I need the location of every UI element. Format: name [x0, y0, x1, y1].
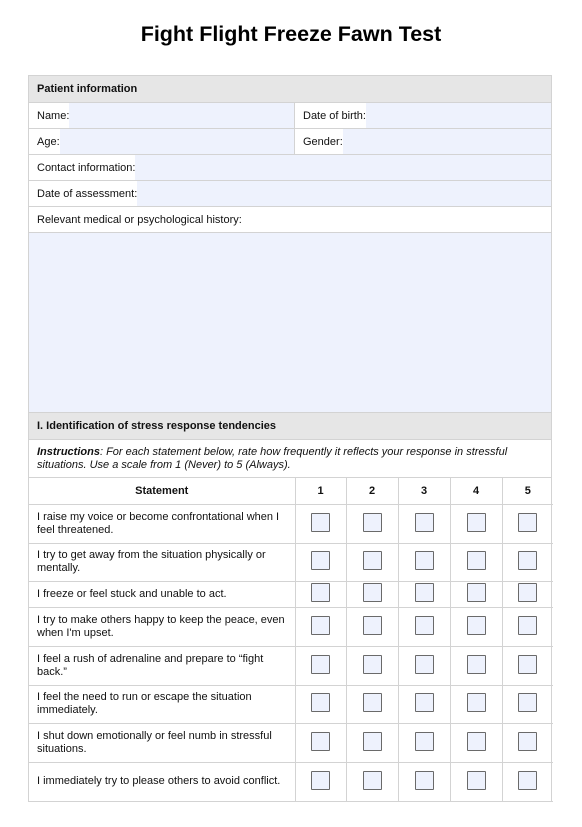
rating-cell: [295, 685, 346, 723]
rating-checkbox-2[interactable]: [363, 583, 382, 602]
instructions: [29, 440, 551, 478]
rating-cell: [398, 581, 450, 607]
assessment-date-field[interactable]: [137, 181, 551, 206]
gender-label: Gender:: [295, 129, 343, 154]
statement-text: I try to make others happy to keep the peace, even when I'm upset.: [29, 607, 295, 646]
rating-checkbox-1[interactable]: [311, 771, 330, 790]
assessment-form: [28, 75, 552, 802]
contact-field[interactable]: [135, 155, 551, 180]
rating-cell: [398, 762, 450, 801]
history-textarea[interactable]: [29, 233, 551, 413]
table-row: [29, 607, 553, 646]
statement-text: I try to get away from the situation physically or mentally.: [29, 543, 295, 581]
name-field[interactable]: [69, 103, 294, 128]
rating-cell: [346, 762, 398, 801]
rating-checkbox-4[interactable]: [467, 551, 486, 570]
rating-cell: [450, 762, 502, 801]
patient-info-heading: Patient information: [29, 76, 551, 103]
rating-cell: [502, 646, 553, 685]
rating-cell: [346, 607, 398, 646]
rating-cell: [295, 543, 346, 581]
page-title: Fight Flight Freeze Fawn Test: [140, 22, 442, 46]
rating-checkbox-5[interactable]: [518, 551, 537, 570]
history-label-row: [29, 207, 551, 233]
rating-checkbox-4[interactable]: [467, 583, 486, 602]
rating-checkbox-3[interactable]: [415, 655, 434, 674]
rating-cell: [450, 504, 502, 543]
age-label: Age:: [29, 129, 60, 154]
rating-checkbox-2[interactable]: [363, 732, 382, 751]
rating-cell: [450, 685, 502, 723]
rating-checkbox-1[interactable]: [311, 616, 330, 635]
name-label: Name:: [29, 103, 69, 128]
rating-cell: [450, 723, 502, 762]
rating-cell: [398, 543, 450, 581]
rating-checkbox-1[interactable]: [311, 513, 330, 532]
rating-cell: [295, 723, 346, 762]
rating-header-row: [29, 478, 553, 504]
rating-table: [29, 478, 553, 802]
rating-checkbox-3[interactable]: [415, 693, 434, 712]
table-row: [29, 581, 553, 607]
rating-cell: [502, 504, 553, 543]
statement-text: I raise my voice or become confrontational when I feel threatened.: [29, 504, 295, 543]
rating-checkbox-3[interactable]: [415, 513, 434, 532]
rating-cell: [398, 607, 450, 646]
rating-cell: [398, 723, 450, 762]
rating-checkbox-4[interactable]: [467, 771, 486, 790]
contact-row: [29, 155, 551, 181]
scale-3-header: 3: [398, 478, 450, 504]
rating-cell: [502, 607, 553, 646]
rating-checkbox-5[interactable]: [518, 513, 537, 532]
dob-field[interactable]: [366, 103, 551, 128]
contact-label: Contact information:: [29, 155, 135, 180]
age-field[interactable]: [60, 129, 294, 154]
rating-cell: [502, 685, 553, 723]
name-dob-row: [29, 103, 551, 129]
rating-checkbox-2[interactable]: [363, 616, 382, 635]
rating-cell: [398, 504, 450, 543]
instructions-text: : For each statement below, rate how frequently it reflects your response in stressful situations. Use a scale from 1 (Never) to 5 (Always).: [37, 446, 508, 471]
rating-cell: [450, 543, 502, 581]
rating-cell: [346, 723, 398, 762]
rating-cell: [295, 607, 346, 646]
rating-checkbox-2[interactable]: [363, 551, 382, 570]
rating-cell: [398, 646, 450, 685]
gender-field[interactable]: [343, 129, 551, 154]
statement-col-header: Statement: [29, 478, 295, 504]
table-row: [29, 685, 553, 723]
rating-cell: [346, 504, 398, 543]
rating-checkbox-2[interactable]: [363, 771, 382, 790]
rating-cell: [346, 581, 398, 607]
statement-text: I immediately try to please others to avoid conflict.: [29, 762, 295, 801]
rating-cell: [450, 581, 502, 607]
rating-checkbox-5[interactable]: [518, 583, 537, 602]
rating-checkbox-2[interactable]: [363, 513, 382, 532]
rating-checkbox-1[interactable]: [311, 583, 330, 602]
rating-cell: [502, 723, 553, 762]
statement-text: I feel a rush of adrenaline and prepare to “fight back.”: [29, 646, 295, 685]
rating-cell: [502, 543, 553, 581]
instructions-label: Instructions: [37, 446, 100, 458]
scale-2-header: 2: [346, 478, 398, 504]
rating-checkbox-4[interactable]: [467, 513, 486, 532]
rating-checkbox-3[interactable]: [415, 551, 434, 570]
rating-cell: [295, 504, 346, 543]
rating-checkbox-3[interactable]: [415, 771, 434, 790]
statement-text: I freeze or feel stuck and unable to act.: [29, 581, 295, 607]
table-row: [29, 723, 553, 762]
rating-checkbox-4[interactable]: [467, 616, 486, 635]
rating-checkbox-1[interactable]: [311, 693, 330, 712]
rating-cell: [346, 543, 398, 581]
rating-checkbox-5[interactable]: [518, 771, 537, 790]
rating-cell: [450, 607, 502, 646]
rating-cell: [502, 762, 553, 801]
rating-checkbox-1[interactable]: [311, 655, 330, 674]
rating-checkbox-1[interactable]: [311, 732, 330, 751]
rating-cell: [295, 581, 346, 607]
rating-cell: [398, 685, 450, 723]
rating-checkbox-2[interactable]: [363, 655, 382, 674]
scale-1-header: 1: [295, 478, 346, 504]
rating-cell: [295, 646, 346, 685]
rating-cell: [450, 646, 502, 685]
rating-checkbox-3[interactable]: [415, 583, 434, 602]
rating-cell: [295, 762, 346, 801]
assessment-date-label: Date of assessment:: [29, 181, 137, 206]
rating-checkbox-4[interactable]: [467, 732, 486, 751]
rating-cell: [502, 581, 553, 607]
rating-checkbox-3[interactable]: [415, 616, 434, 635]
dob-label: Date of birth:: [295, 103, 366, 128]
statement-text: I shut down emotionally or feel numb in stressful situations.: [29, 723, 295, 762]
table-row: [29, 646, 553, 685]
rating-cell: [346, 685, 398, 723]
history-label: Relevant medical or psychological history:: [29, 207, 242, 232]
scale-4-header: 4: [450, 478, 502, 504]
rating-checkbox-3[interactable]: [415, 732, 434, 751]
table-row: [29, 504, 553, 543]
table-row: [29, 762, 553, 801]
rating-checkbox-5[interactable]: [518, 655, 537, 674]
rating-checkbox-5[interactable]: [518, 732, 537, 751]
assessment-date-row: [29, 181, 551, 207]
rating-checkbox-5[interactable]: [518, 693, 537, 712]
rating-checkbox-1[interactable]: [311, 551, 330, 570]
rating-checkbox-5[interactable]: [518, 616, 537, 635]
statement-text: I feel the need to run or escape the situation immediately.: [29, 685, 295, 723]
rating-cell: [346, 646, 398, 685]
rating-checkbox-2[interactable]: [363, 693, 382, 712]
age-gender-row: [29, 129, 551, 155]
rating-checkbox-4[interactable]: [467, 693, 486, 712]
rating-checkbox-4[interactable]: [467, 655, 486, 674]
table-row: [29, 543, 553, 581]
section1-heading: I. Identification of stress response tendencies: [29, 413, 551, 440]
scale-5-header: 5: [502, 478, 553, 504]
